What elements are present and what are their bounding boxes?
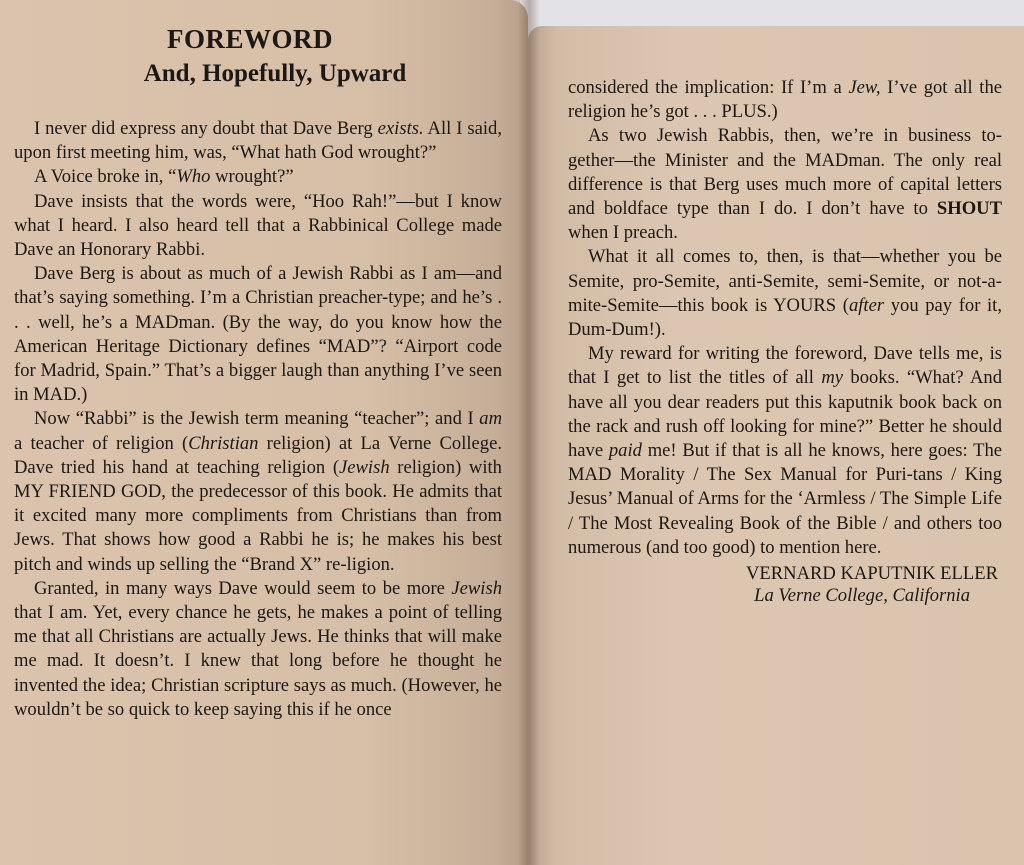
foreword-subtitle: And, Hopefully, Upward <box>143 60 407 87</box>
right-page-body <box>568 76 1002 560</box>
paragraph: I never did express any doubt that Dave Berg exists. All I said, upon first meeting him, was, “What hath God wrought?” <box>14 118 502 164</box>
paragraph: Dave Berg is about as much of a Jewish Rabbi as I am—and that’s saying something. I’m a Christian preacher-type; and he’s . . . well, he’s a MADman. (By the way, do you know how the American Heritage Dictionary defines “MAD”? “Airport code for Madrid, Spain.” That’s a bigger laugh than anything I’ve seen in MAD.) <box>14 263 502 406</box>
italic-text: Jewish <box>451 577 502 599</box>
italic-text: Jew, <box>848 77 881 98</box>
book-gutter <box>518 0 540 865</box>
italic-text: paid <box>608 440 642 462</box>
signature-name: VERNARD KAPUTNIK ELLER <box>745 563 998 584</box>
paragraph: Granted, in many ways Dave would seem to be more Jewish that I am. Yet, every chance he gets, he makes a point of telling me that all Christians are actually Jews. He thinks that will make me mad. It doesn’t. I knew that long before he thought he invented the idea; Christian scripture says as much. (However, he wouldn’t be so quick to keep saying this if he once <box>14 577 502 720</box>
italic-text: exists. <box>377 118 424 139</box>
italic-text: Christian <box>188 432 259 454</box>
italic-text: Jewish <box>339 456 390 478</box>
italic-text: after <box>848 294 885 316</box>
paragraph: considered the implication: If I’m a Jew, I’ve got all the religion he’s got . . . PLUS.) <box>568 77 1002 123</box>
paragraph: As two Jewish Rabbis, then, we’re in business to-gether—the Minister and the MADman. The only real difference is that Berg uses much more of capital letters and boldface type than I do. I don’t have to SHOUT when I preach. <box>568 125 1002 244</box>
paragraph: What it all comes to, then, is that—whether you be Semite, pro-Semite, anti-Semite, semi-Semite, or not-a-mite-Semite—this book is YOURS (after you pay for it, Dum-Dum!). <box>568 246 1002 341</box>
bold-text: SHOUT <box>936 198 1002 220</box>
italic-text: my <box>821 367 844 389</box>
italic-text: am <box>479 408 502 430</box>
italic-text: Who <box>176 166 211 188</box>
signature-place: La Verne College, California <box>754 585 970 606</box>
left-page-body <box>14 117 502 722</box>
paragraph: My reward for writing the foreword, Dave tells me, is that I get to list the titles of all my books. “What? And have all you dear readers put this kaputnik book back on the rack and rush off looking for mine?” Better he should have paid me! But if that is all he knows, here goes: The MAD Morality / The Sex Manual for Puri-tans / King Jesus’ Manual of Arms for the ‘Armless / The Simple Life / The Most Revealing Book of the Bible / and others too numerous (and too good) to mention here. <box>568 343 1002 558</box>
paragraph: A Voice broke in, “Who wrought?” <box>34 166 294 188</box>
paragraph: Dave insists that the words were, “Hoo Rah!”—but I know what I heard. I also heard tell that a Rabbinical College made Dave an Honorary Rabbi. <box>14 190 502 261</box>
paragraph: Now “Rabbi” is the Jewish term meaning “teacher”; and I am a teacher of religion (Christian religion) at La Verne College. Dave tried his hand at teaching religion (Jewish religion) with MY FRIEND GOD, the predecessor of this book. He admits that it excited many more compliments from Christians than from Jews. That shows how good a Rabbi he is; he makes his best pitch and winds up selling the “Brand X” re-ligion. <box>14 408 502 575</box>
foreword-title: FOREWORD <box>167 24 333 54</box>
